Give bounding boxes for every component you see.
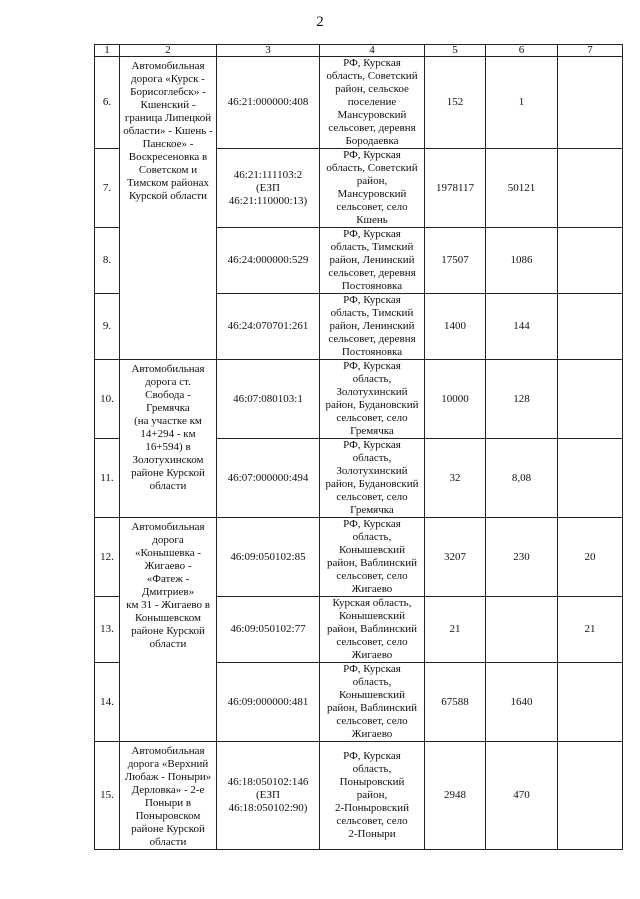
cadastral-number: 46:24:000000:529 (217, 228, 320, 294)
row-number: 9. (95, 294, 120, 360)
cadastral-number: 46:18:050102:146 (ЕЗП 46:18:050102:90) (217, 742, 320, 850)
road-name-cell: Автомобильная дорога «Конышевка - Жигаево - «Фатеж - Дмитриев» км 31 - Жигаево в Конышевском районе Курской области (120, 518, 217, 742)
row-number: 15. (95, 742, 120, 850)
value-col5: 3207 (425, 518, 486, 597)
value-col6: 1086 (486, 228, 558, 294)
value-col5: 152 (425, 57, 486, 149)
value-col7 (558, 360, 623, 439)
location-cell: РФ, Курская область, Советский район, сельское поселение Мансуровский сельсовет, деревня Бородаевка (320, 57, 425, 149)
value-col7: 20 (558, 518, 623, 597)
row-number: 12. (95, 518, 120, 597)
col-header: 6 (486, 45, 558, 57)
col-header: 4 (320, 45, 425, 57)
row-number: 7. (95, 149, 120, 228)
value-col5: 1400 (425, 294, 486, 360)
value-col7 (558, 228, 623, 294)
value-col6: 1640 (486, 663, 558, 742)
location-cell: РФ, Курская область, Советский район, Мансуровский сельсовет, село Кшень (320, 149, 425, 228)
location-cell: РФ, Курская область, Золотухинский район, Будановский сельсовет, село Гремячка (320, 360, 425, 439)
cadastral-number: 46:21:111103:2 (ЕЗП 46:21:110000:13) (217, 149, 320, 228)
value-col5: 1978117 (425, 149, 486, 228)
page-number: 2 (316, 14, 324, 30)
value-col5: 32 (425, 439, 486, 518)
col-header: 2 (120, 45, 217, 57)
cadastral-number: 46:09:000000:481 (217, 663, 320, 742)
location-cell: РФ, Курская область, Золотухинский район, Будановский сельсовет, село Гремячка (320, 439, 425, 518)
location-cell: РФ, Курская область, Тимский район, Ленинский сельсовет, деревня Постояновка (320, 228, 425, 294)
road-name-cell: Автомобильная дорога ст. Свобода - Гремячка (на участке км 14+294 - км 16+594) в Золотухинском районе Курской области (120, 360, 217, 518)
value-col5: 21 (425, 597, 486, 663)
table-row (95, 742, 623, 850)
col-header: 3 (217, 45, 320, 57)
value-col7 (558, 742, 623, 850)
cadastral-number: 46:07:080103:1 (217, 360, 320, 439)
row-number: 6. (95, 57, 120, 149)
value-col6: 128 (486, 360, 558, 439)
location-cell: РФ, Курская область, Конышевский район, Ваблинский сельсовет, село Жигаево (320, 518, 425, 597)
col-header: 7 (558, 45, 623, 57)
value-col5: 10000 (425, 360, 486, 439)
col-header: 5 (425, 45, 486, 57)
land-plots-table (94, 44, 623, 850)
location-cell: РФ, Курская область, Поныровский район, 2-Поныровский сельсовет, село 2-Поныри (320, 742, 425, 850)
table-row (95, 360, 623, 439)
value-col7 (558, 149, 623, 228)
value-col7 (558, 663, 623, 742)
value-col6: 50121 (486, 149, 558, 228)
row-number: 13. (95, 597, 120, 663)
value-col6 (486, 597, 558, 663)
row-number: 10. (95, 360, 120, 439)
value-col7: 21 (558, 597, 623, 663)
road-name-cell: Автомобильная дорога «Верхний Любаж - Поныри» Дерловка» - 2-е Поныри в Поныровском районе Курской области (120, 742, 217, 850)
value-col6: 1 (486, 57, 558, 149)
value-col7 (558, 57, 623, 149)
cadastral-number: 46:24:070701:261 (217, 294, 320, 360)
cadastral-number: 46:07:000000:494 (217, 439, 320, 518)
location-cell: Курская область, Конышевский район, Ваблинский сельсовет, село Жигаево (320, 597, 425, 663)
col-header: 1 (95, 45, 120, 57)
value-col5: 67588 (425, 663, 486, 742)
value-col5: 17507 (425, 228, 486, 294)
cadastral-number: 46:09:050102:85 (217, 518, 320, 597)
table-row (95, 57, 623, 149)
table-header-row (95, 45, 623, 57)
value-col5: 2948 (425, 742, 486, 850)
row-number: 14. (95, 663, 120, 742)
value-col7 (558, 439, 623, 518)
row-number: 11. (95, 439, 120, 518)
value-col6: 470 (486, 742, 558, 850)
value-col6: 230 (486, 518, 558, 597)
value-col7 (558, 294, 623, 360)
value-col6: 8,08 (486, 439, 558, 518)
table-row (95, 518, 623, 597)
location-cell: РФ, Курская область, Конышевский район, Ваблинский сельсовет, село Жигаево (320, 663, 425, 742)
cadastral-number: 46:21:000000:408 (217, 57, 320, 149)
value-col6: 144 (486, 294, 558, 360)
road-name-cell: Автомобильная дорога «Курск - Борисоглебск» - Кшенский - граница Липецкой области» - Кшень - Панское» - Воскресеновка в Советском и Тимском районах Курской области (120, 57, 217, 360)
location-cell: РФ, Курская область, Тимский район, Ленинский сельсовет, деревня Постояновка (320, 294, 425, 360)
cadastral-number: 46:09:050102:77 (217, 597, 320, 663)
row-number: 8. (95, 228, 120, 294)
